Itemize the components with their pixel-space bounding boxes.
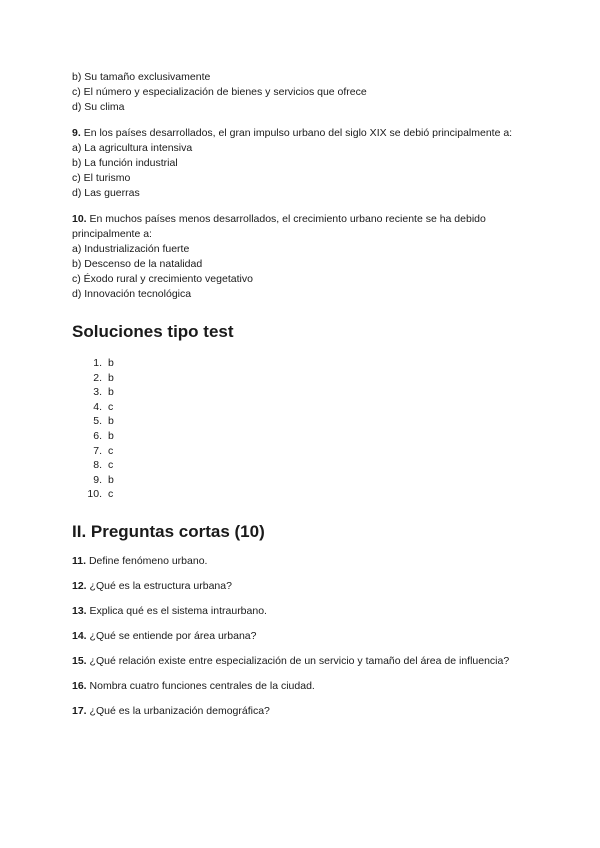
solution-answer: b [108, 429, 114, 442]
solution-answer: c [108, 444, 114, 457]
short-question [72, 679, 532, 694]
question-text: Nombra cuatro funciones centrales de la ciudad. [89, 679, 315, 692]
solution-number: 1. [93, 357, 102, 369]
short-question [72, 579, 532, 594]
question-number: 14. [72, 629, 87, 642]
short-question [72, 554, 532, 569]
solution-answer: b [108, 415, 114, 428]
question-number: 15. [72, 654, 87, 667]
option: d) Las guerras [72, 187, 140, 199]
question-text: ¿Qué relación existe entre especialización de un servicio y tamaño del área de influencia? [89, 654, 510, 667]
short-question [72, 654, 532, 669]
question-text: Define fenómeno urbano. [88, 554, 208, 567]
solution-number: 3. [93, 386, 102, 399]
solution-number: 5. [93, 415, 102, 428]
option: c) El turismo [72, 172, 131, 184]
question-10 [72, 212, 532, 302]
question-stem [72, 126, 532, 141]
short-question [72, 629, 532, 644]
option: d) Su clima [72, 101, 125, 113]
question-text: Explica qué es el sistema intraurbano. [89, 604, 267, 617]
question-number: 17. [72, 704, 87, 717]
solution-item [72, 385, 532, 400]
question-9 [72, 126, 532, 201]
option: a) La agricultura intensiva [72, 142, 193, 154]
short-question [72, 704, 532, 719]
option: c) Éxodo rural y crecimiento vegetativo [72, 273, 253, 285]
short-questions-heading: II. Preguntas cortas (10) [72, 521, 265, 541]
solution-number: 4. [93, 400, 102, 413]
solution-answer: b [108, 386, 114, 399]
solution-item [72, 444, 532, 459]
solution-item [72, 429, 532, 444]
solution-item [72, 458, 532, 473]
question-number: 9. [72, 127, 81, 139]
solution-answer: b [108, 473, 114, 486]
question-text: ¿Qué es la urbanización demográfica? [89, 704, 270, 717]
question-number: 12. [72, 579, 87, 592]
solution-number: 6. [93, 429, 102, 442]
question-number: 13. [72, 604, 87, 617]
solution-number: 2. [93, 371, 102, 384]
question-text: En los países desarrollados, el gran impulso urbano del siglo XIX se debió principalmente a: [83, 127, 513, 139]
short-question [72, 604, 532, 619]
solution-answer: b [108, 371, 114, 384]
option: b) La función industrial [72, 157, 178, 169]
solution-answer: c [108, 488, 114, 501]
solution-answer: c [108, 400, 114, 413]
solution-number: 7. [93, 444, 102, 457]
question-text: En muchos países menos desarrollados, el crecimiento urbano reciente se ha debido principalmente a: [72, 213, 486, 240]
option: c) El número y especialización de bienes y servicios que ofrece [72, 86, 367, 98]
solution-item [72, 400, 532, 415]
solution-item [72, 356, 532, 371]
solution-item [72, 371, 532, 386]
solution-item [72, 414, 532, 429]
solution-number: 9. [93, 473, 102, 486]
solution-item [72, 473, 532, 488]
solution-item [72, 487, 532, 502]
option: b) Descenso de la natalidad [72, 258, 203, 270]
question-number: 11. [72, 554, 87, 567]
page-content [72, 70, 532, 729]
option: d) Innovación tecnológica [72, 288, 192, 300]
solutions-heading: Soluciones tipo test [72, 322, 234, 341]
solution-answer: b [108, 357, 114, 369]
question-8-options-continued [72, 70, 532, 115]
question-number: 16. [72, 679, 87, 692]
solution-number: 8. [93, 459, 102, 472]
question-number: 10. [72, 213, 87, 225]
solutions-list [72, 356, 532, 502]
question-text: ¿Qué es la estructura urbana? [89, 579, 232, 592]
solution-number: 10. [87, 488, 102, 501]
question-text: ¿Qué se entiende por área urbana? [89, 629, 257, 642]
option: a) Industrialización fuerte [72, 243, 190, 255]
solution-answer: c [108, 459, 114, 472]
short-questions-list [72, 554, 532, 719]
option: b) Su tamaño exclusivamente [72, 71, 211, 83]
question-stem [72, 212, 532, 242]
